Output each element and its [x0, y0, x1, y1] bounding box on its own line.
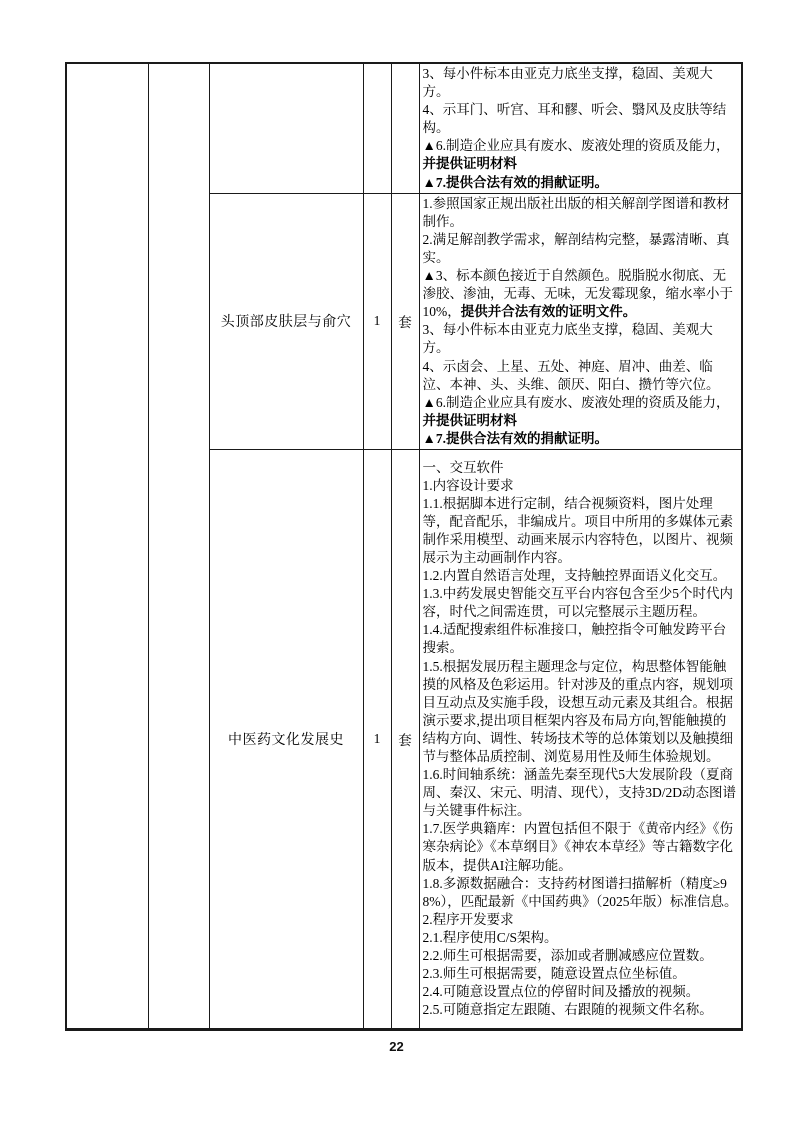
spec-text-segment: ▲7.提供合法有效的捐献证明。 [422, 430, 608, 446]
spec-text-segment: 1.4.适配搜索组件标准接口，触控指令可触发跨平台搜索。 [422, 622, 727, 656]
spec-paragraph [423, 658, 739, 767]
spec-text-segment: 1.8.多源数据融合：支持药材图谱扫描解析（精度≥98%），匹配最新《中国药典》（2025年版）标准信息。 [422, 875, 738, 909]
spec-text-segment: 1.3.中药发展史智能交互平台内容包含至少5个时代内容，时代之间需连贯，可以完整展示主题历程。 [422, 586, 733, 620]
spec-text-segment: 3、每小件标本由亚克力底坐支撑，稳固、美观大方。 [422, 322, 713, 356]
spec-text-segment: 2.2.师生可根据需要，添加或者删减感应位置数。 [422, 948, 713, 964]
spec-paragraph [423, 174, 739, 192]
item-unit-cell [391, 63, 419, 193]
merged-subcategory-cell [148, 63, 209, 1029]
spec-paragraph [423, 65, 739, 101]
spec-text-segment: 3、每小件标本由亚克力底坐支撑，稳固、美观大方。 [422, 66, 713, 100]
spec-text-segment: 并提供证明材料 [422, 412, 517, 428]
spec-paragraph [423, 585, 739, 621]
spec-text-segment: ▲7.提供合法有效的捐献证明。 [422, 174, 608, 190]
item-quantity-cell [363, 63, 391, 193]
merged-category-cell [66, 63, 148, 1029]
item-quantity-cell: 1 [363, 449, 391, 1029]
item-spec-cell [419, 193, 742, 449]
item-unit-cell: 套 [391, 193, 419, 449]
spec-paragraph [423, 231, 739, 267]
spec-text-segment: 2.程序开发要求 [422, 911, 514, 927]
spec-paragraph [423, 875, 739, 911]
spec-paragraph [423, 430, 739, 448]
spec-text-segment: 1.6.时间轴系统：涵盖先秦至现代5大发展阶段（夏商周、秦汉、宋元、明清、现代），支持3D/2D动态图谱与关键事件标注。 [422, 767, 736, 819]
spec-paragraph [423, 137, 739, 173]
page-number: 22 [389, 1039, 404, 1054]
procurement-spec-table [65, 62, 743, 1031]
spec-paragraph [423, 1001, 739, 1019]
spec-paragraph [423, 965, 739, 983]
spec-text-segment: 1.参照国家正规出版社出版的相关解剖学图谱和教材制作。 [422, 195, 730, 229]
spec-text-segment: ▲6.制造企业应具有废水、废液处理的资质及能力， [422, 138, 730, 154]
spec-text-segment: 4、示卤会、上星、五处、神庭、眉冲、曲差、临泣、本神、头、头维、颌厌、阳白、攒竹等穴位。 [422, 358, 720, 392]
spec-paragraph [423, 321, 739, 357]
spec-text-segment: ▲3、标本颜色接近于自然颜色。脱脂脱水彻底、无渗胶、渗油，无毒、无味，无发霉现象，缩水率小于10%， [422, 268, 733, 320]
spec-paragraph [423, 195, 739, 231]
spec-text-segment: 4、示耳门、听宫、耳和髎、听会、翳风及皮肤等结构。 [422, 102, 727, 136]
item-spec-cell [419, 63, 742, 193]
spec-paragraph [423, 394, 739, 430]
spec-paragraph [423, 929, 739, 947]
item-unit-cell: 套 [391, 449, 419, 1029]
spec-paragraph [423, 947, 739, 965]
spec-text-segment: 1.7.医学典籍库：内置包括但不限于《黄帝内经》《伤寒杂病论》《本草纲目》《神农本草经》等古籍数字化版本，提供AI注解功能。 [422, 821, 733, 873]
spec-text-segment: 一、交互软件 [422, 459, 504, 475]
spec-paragraph [423, 621, 739, 657]
spec-paragraph [423, 983, 739, 1001]
spec-paragraph [423, 267, 739, 321]
spec-text-segment: 2.1.程序使用C/S架构。 [422, 929, 558, 945]
item-name-cell [209, 63, 363, 193]
spec-paragraph [423, 101, 739, 137]
spec-paragraph [423, 911, 739, 929]
spec-text-segment: ▲6.制造企业应具有废水、废液处理的资质及能力， [422, 394, 730, 410]
item-name-cell: 头顶部皮肤层与俞穴 [209, 193, 363, 449]
spec-paragraph [423, 495, 739, 567]
spec-text-segment: 2.3.师生可根据需要，随意设置点位坐标值。 [422, 966, 686, 982]
spec-text-segment: 1.1.根据脚本进行定制，结合视频资料，图片处理等，配音配乐，非编成片。项目中所用的多媒体元素制作采用模型、动画来展示内容特色，以图片、视频展示为主动画制作内容。 [422, 495, 733, 565]
spec-text-segment: 1.5.根据发展历程主题理念与定位，构思整体智能触摸的风格及色彩运用。针对涉及的重点内容，规划项目互动点及实施手段，设想互动元素及其组合。根据演示要求,提出项目框架内容及布局方向,智能触摸的结构方向、调性、转场技术等的总体策划以及触摸细节与整体品质控制、浏览易用性及师生体验规划。 [422, 658, 733, 765]
spec-text-segment: 1.内容设计要求 [422, 477, 514, 493]
spec-text-segment: 1.2.内置自然语言处理，支持触控界面语义化交互。 [422, 568, 727, 584]
spec-paragraph [423, 567, 739, 585]
spec-paragraph [423, 766, 739, 820]
spec-text-segment: 提供并合法有效的证明文件。 [460, 304, 637, 320]
spec-paragraph [423, 477, 739, 495]
spec-paragraph [423, 820, 739, 874]
spec-paragraph [423, 358, 739, 394]
spec-text-segment: 2.5.可随意指定左跟随、右跟随的视频文件名称。 [422, 1002, 713, 1018]
spec-paragraph [423, 459, 739, 477]
item-quantity-cell: 1 [363, 193, 391, 449]
spec-text-segment: 2.4.可随意设置点位的停留时间及播放的视频。 [422, 984, 700, 1000]
item-spec-cell [419, 449, 742, 1029]
table-row [66, 63, 742, 193]
spec-text-segment: 并提供证明材料 [422, 156, 517, 172]
spec-text-segment: 2.满足解剖教学需求，解剖结构完整，暴露清晰、真实。 [422, 231, 730, 265]
item-name-cell: 中医药文化发展史 [209, 449, 363, 1029]
